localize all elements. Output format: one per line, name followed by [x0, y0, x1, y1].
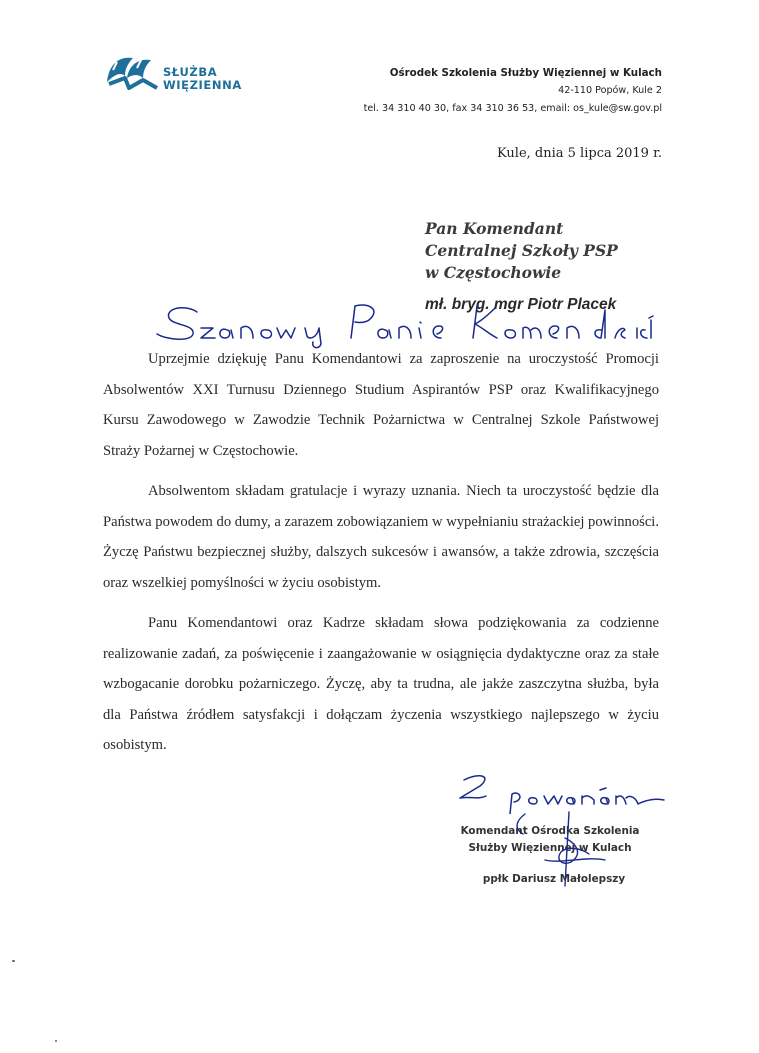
addressee-line3: w Częstochowie: [425, 263, 562, 282]
signer-name: ppłk Dariusz Małolepszy: [482, 873, 626, 885]
institution-address: 42-110 Popów, Kule 2: [558, 85, 662, 96]
institution-name: Ośrodek Szkolenia Służby Więziennej w Kulach: [389, 67, 662, 79]
scan-speck: [55, 1040, 57, 1042]
handwritten-signature: [505, 808, 635, 888]
addressee-line1: Pan Komendant: [425, 219, 564, 238]
institution-header: [364, 64, 662, 118]
letter-body: [103, 344, 659, 771]
paragraph-2: Absolwentom składam gratulacje i wyrazy uznania. Niech ta uroczystość będzie dla Państwa powodem do dumy, a zarazem zobowiązaniem w wypełnianiu strażackiej powinności. Życzę Państwu bezpiecznej służby, dalszych sukcesów i awansów, a także zdrowia, szczęścia oraz wszelkiej pomyślności w życiu osobistym.: [103, 483, 659, 591]
handwritten-salutation: [155, 298, 655, 350]
institution-contact: tel. 34 310 40 30, fax 34 310 36 53, email: os_kule@sw.gov.pl: [363, 103, 662, 114]
letterhead-logo: [103, 48, 263, 104]
letter-date: Kule, dnia 5 lipca 2019 r.: [497, 146, 662, 161]
logo-text-line2: WIĘZIENNA: [163, 78, 242, 92]
prison-service-logo-icon: [103, 48, 161, 96]
addressee-person: mł. bryg. mgr Piotr Placek: [425, 296, 617, 313]
paragraph-3: Panu Komendantowi oraz Kadrze składam słowa podziękowania za codzienne realizowanie zadań, za poświęcenie i zaangażowanie w osiągnięcia dydaktyczne oraz za stałe wzbogacanie dorobku pożarniczego. Życzę, aby ta trudna, ale jakże zaszczytna służba, była dla Państwa źródłem satysfakcji i dołączam życzenia wszystkiego najlepszego w życiu osobistym.: [103, 615, 659, 753]
signature-title-line1: Komendant Ośrodka Szkolenia: [460, 825, 640, 837]
addressee-line2: Centralnej Szkoły PSP: [425, 241, 618, 260]
scan-speck: [12, 960, 15, 962]
signature-title-line2: Służby Więziennej w Kulach: [468, 842, 632, 854]
paragraph-1: Uprzejmie dziękuję Panu Komendantowi za zaproszenie na uroczystość Promocji Absolwentów XXI Turnusu Dziennego Studium Aspirantów PSP oraz Kwalifikacyjnego Kursu Zawodowego w Zawodzie Technik Pożarnictwa w Centralnej Szkole Państwowej Straży Pożarnej w Częstochowie.: [103, 351, 659, 459]
logo-text-line1: SŁUŻBA: [163, 65, 218, 79]
